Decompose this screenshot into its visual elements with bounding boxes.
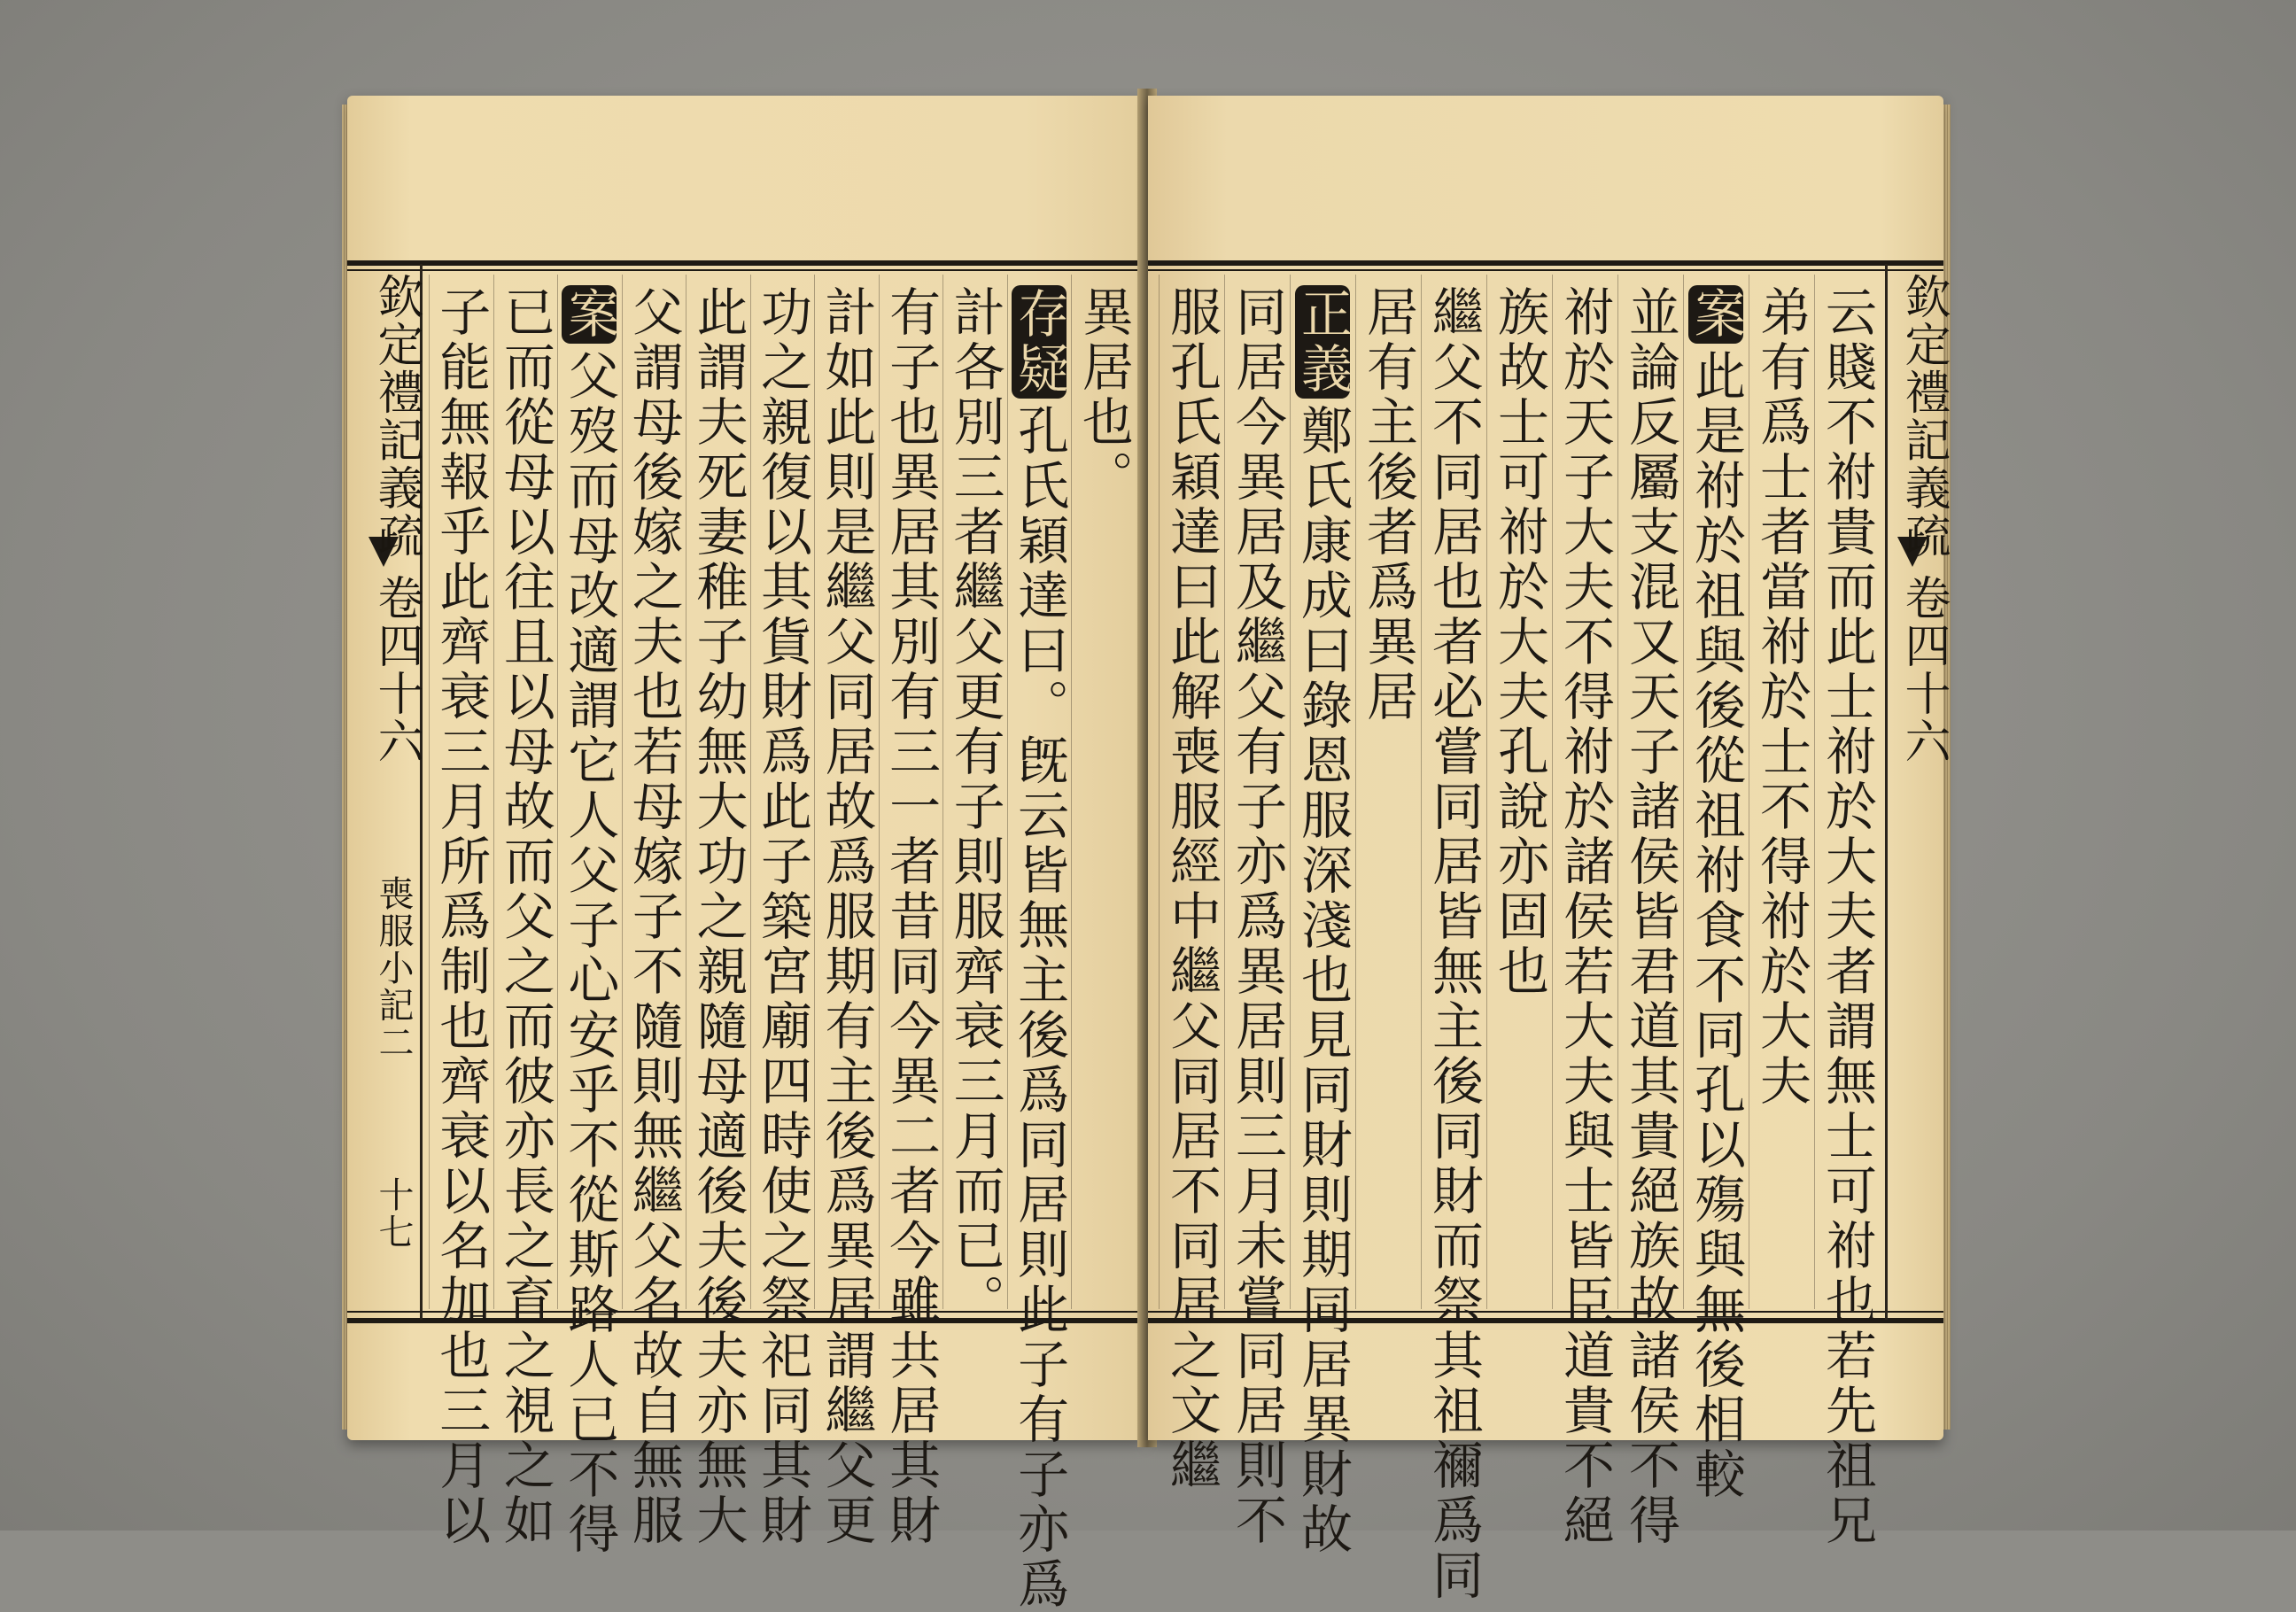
column-divider (1071, 275, 1072, 1309)
column-divider (1355, 275, 1356, 1309)
column-text: 此謂夫死妻稚子幼無大功之親隨母適後夫後夫亦無大 (687, 285, 749, 1548)
column-text: 服孔氏穎達曰此解喪服經中繼父同居不同居之文繼 (1161, 285, 1222, 1493)
text-column (1358, 285, 1418, 1304)
column-divider (1224, 275, 1225, 1309)
column-divider (557, 275, 558, 1309)
column-divider (1486, 275, 1487, 1309)
column-text: 云賤不祔貴而此士祔於大夫者謂無士可祔也若先祖兄 (1817, 285, 1877, 1548)
text-column (1227, 285, 1287, 1548)
text-column (1073, 285, 1134, 1304)
column-text: 有子也異居其別有三一者昔同今異二者今雖共居其財 (880, 285, 942, 1548)
column-text: 計如此則是繼父同居故爲服期有主後爲異居謂繼父更 (816, 285, 877, 1548)
column-text: 計各別三者繼父更有子則服齊衰三月而已。 (944, 285, 1005, 1329)
column-text: 弟有爲士者當祔於士不得祔於大夫 (1751, 285, 1811, 1109)
text-column (944, 285, 1005, 1329)
column-text: 已而從母以往且以母故而父之而彼亦長之育之視之如 (494, 285, 555, 1548)
text-column (880, 285, 942, 1548)
margin-folio: 十七 (373, 1176, 414, 1251)
margin-volume: 卷四十六 (1897, 574, 1950, 765)
text-column (752, 285, 812, 1548)
text-column (1686, 285, 1746, 1502)
column-divider (1617, 275, 1618, 1309)
left-page (347, 96, 1144, 1612)
column-text: 子能無報乎此齊衰三月所爲制也齊衰以名加也三月以 (430, 285, 492, 1548)
column-divider (493, 275, 494, 1309)
column-text: 父歿而母改適謂它人父子心安乎不從斯路人已不得 (559, 349, 620, 1557)
column-divider (1552, 275, 1553, 1309)
text-column (559, 285, 620, 1557)
column-divider (1007, 275, 1008, 1309)
annotation-tag: 正義 (1292, 287, 1353, 397)
column-text: 祔於天子大夫不得祔於諸侯若大夫與士皆臣道貴不絕 (1555, 285, 1615, 1548)
text-column (1555, 285, 1615, 1548)
text-column (494, 285, 555, 1548)
text-column (623, 285, 684, 1548)
column-text: 族故士可祔於大夫孔說亦固也 (1489, 285, 1549, 999)
column-divider (1159, 275, 1160, 1309)
column-text: 此是祔於祖與後從祖祔食不同孔以殤與無後相較 (1686, 349, 1746, 1502)
right-page (1148, 96, 1950, 1603)
text-column (1751, 285, 1811, 1304)
column-text: 鄭氏康成曰錄恩服深淺也見同財則期同居異財故 (1292, 404, 1353, 1557)
text-column (1161, 285, 1222, 1493)
column-divider (1683, 275, 1684, 1309)
annotation-tag: 存疑 (1009, 287, 1070, 397)
column-text: 異居也。 (1073, 285, 1134, 505)
top-border-rule (1148, 260, 1943, 266)
column-text: 孔氏穎達曰。旣云皆無主後爲同居則此子有子亦爲 (1009, 404, 1070, 1612)
top-border-rule-inner (1148, 269, 1943, 271)
top-border-rule-inner (347, 269, 1144, 271)
column-text: 並論反屬支混又天子諸侯皆君道其貴絕族故諸侯不得 (1620, 285, 1680, 1548)
text-column (1009, 285, 1070, 1612)
text-column (816, 285, 877, 1548)
column-text: 父謂母後嫁之夫也若母嫁子不隨則無繼父名故自無服 (623, 285, 684, 1548)
column-divider (622, 275, 623, 1309)
column-divider (1421, 275, 1422, 1309)
annotation-tag: 案 (1686, 287, 1746, 342)
column-text: 功之親復以其貨財爲此子築宮廟四時使之祭祀同其財 (752, 285, 812, 1548)
text-column (687, 285, 749, 1548)
column-divider (1814, 275, 1815, 1309)
margin-section: 喪服小記二 (373, 875, 414, 1061)
text-column (1292, 285, 1353, 1557)
top-border-rule (347, 260, 1144, 266)
column-text: 居有主後者爲異居 (1358, 285, 1418, 725)
column-divider (750, 275, 751, 1309)
text-column (1817, 285, 1877, 1548)
column-text: 同居今異居及繼父有子亦爲異居則三月未嘗同居則不 (1227, 285, 1287, 1548)
column-divider (942, 275, 943, 1309)
margin-title: 欽定禮記義疏 (369, 273, 423, 560)
column-divider (879, 275, 880, 1309)
text-column (1489, 285, 1549, 1304)
margin-strip-rule (1885, 264, 1888, 1320)
text-column (1620, 285, 1680, 1548)
text-column (430, 285, 492, 1548)
column-divider (429, 275, 430, 1309)
margin-title: 欽定禮記義疏 (1897, 273, 1950, 560)
column-divider (1290, 275, 1291, 1309)
column-text: 繼父不同居也者必嘗同居皆無主後同財而祭其祖禰爲同 (1423, 285, 1484, 1603)
text-column (1423, 285, 1484, 1603)
column-divider (814, 275, 815, 1309)
annotation-tag: 案 (559, 287, 620, 342)
margin-volume: 卷四十六 (369, 574, 423, 765)
